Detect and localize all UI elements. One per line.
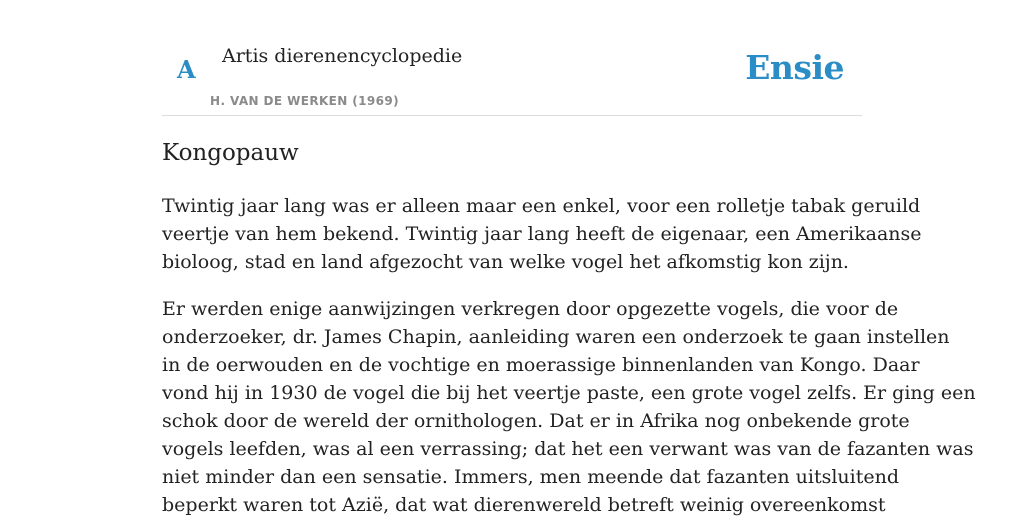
paragraph-line: vogels leefden, was al een verrassing; dat het een verwant was van de fazanten was xyxy=(162,438,974,460)
paragraph-line: schok door de wereld der ornithologen. Dat er in Afrika nog onbekende grote xyxy=(162,410,910,432)
article-paragraph xyxy=(162,295,976,519)
paragraph-line: beperkt waren tot Azië, dat wat dierenwereld betreft weinig overeenkomst xyxy=(162,494,886,516)
article-title: Kongopauw xyxy=(162,140,299,166)
brand-logo-link[interactable]: Ensie xyxy=(745,48,844,87)
paragraph-line: vond hij in 1930 de vogel die bij het veertje paste, een grote vogel zelfs. Er ging een xyxy=(162,382,976,404)
paragraph-line: veertje van hem bekend. Twintig jaar lang heeft de eigenaar, een Amerikaanse xyxy=(162,223,922,245)
index-letter-link[interactable]: A xyxy=(177,55,196,84)
page xyxy=(162,0,976,516)
paragraph-line: onderzoeker, dr. James Chapin, aanleiding waren een onderzoek te gaan instellen xyxy=(162,326,950,348)
paragraph-line: in de oerwouden en de vochtige en moerassige binnenlanden van Kongo. Daar xyxy=(162,354,920,376)
paragraph-line: bioloog, stad en land afgezocht van welke vogel het afkomstig kon zijn. xyxy=(162,251,849,273)
book-title-link[interactable]: Artis dierenencyclopedie xyxy=(222,45,463,67)
paragraph-line: Twintig jaar lang was er alleen maar een enkel, voor een rolletje tabak geruild xyxy=(162,195,921,217)
author-label: H. VAN DE WERKEN (1969) xyxy=(210,94,400,108)
paragraph-line: niet minder dan een sensatie. Immers, men meende dat fazanten uitsluitend xyxy=(162,466,900,488)
paragraph-line: Er werden enige aanwijzingen verkregen door opgezette vogels, die voor de xyxy=(162,298,899,320)
header xyxy=(162,0,862,116)
article-paragraph xyxy=(162,192,922,276)
